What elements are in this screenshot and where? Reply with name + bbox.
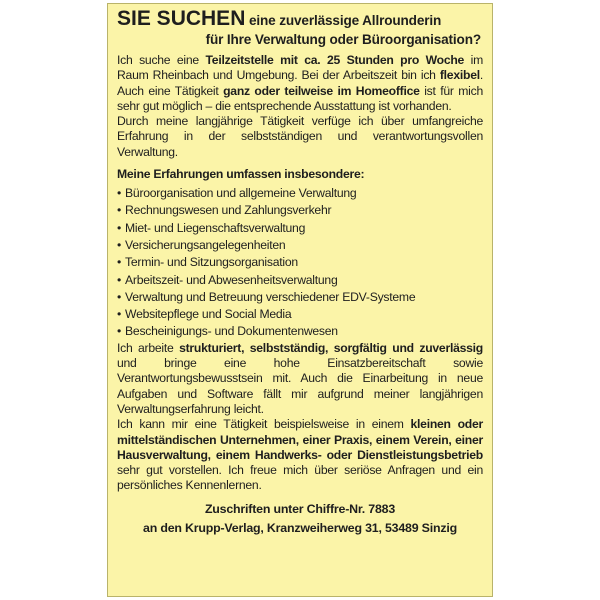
contact-footer — [117, 500, 483, 538]
imagine-bold-1: kleinen oder mittelständischen Unternehmen, einer Praxis, einem Verein, einer Hausverwaltung, einem Handwerks- oder Dienstleistungsbetrieb — [117, 417, 483, 462]
address-line: an den Krupp-Verlag, Kranzweiherweg 31, 53489 Sinzig — [143, 520, 457, 535]
headline-line2: für Ihre Verwaltung oder Büroorganisation? — [205, 32, 481, 47]
list-item: • Miet- und Liegenschaftsverwaltung — [117, 220, 483, 237]
job-ad — [107, 3, 493, 597]
list-item: • Rechnungswesen und Zahlungsverkehr — [117, 202, 483, 219]
headline-big: SIE SUCHEN — [117, 7, 246, 30]
intro-text-2: im Raum Rheinbach und Umgebung. Bei der Arbeitszeit bin ich — [117, 53, 483, 83]
intro-paragraph — [117, 53, 483, 114]
list-title: Meine Erfahrungen umfassen insbesondere: — [117, 167, 365, 182]
work-paragraph — [117, 341, 483, 417]
list-item: • Versicherungsangelegenheiten — [117, 237, 483, 254]
intro-bold-2: flexibel — [439, 68, 480, 83]
chiffre-line: Zuschriften unter Chiffre-Nr. 7883 — [204, 501, 396, 516]
list-item: • Verwaltung und Betreuung verschiedener EDV-Systeme — [117, 289, 483, 306]
imagine-paragraph — [117, 417, 483, 493]
headline-rest: eine zuverlässige Allrounderin — [245, 13, 442, 28]
headline — [117, 9, 483, 49]
list-item: • Bescheinigungs- und Dokumentenwesen — [117, 323, 483, 340]
list-item: • Websitepflege und Social Media — [117, 306, 483, 323]
list-item: • Arbeitszeit- und Abwesenheitsverwaltung — [117, 272, 483, 289]
experience-paragraph: Durch meine langjährige Tätigkeit verfüge ich über umfangreiche Erfahrung in der selbstständigen und verantwortungsvollen Verwaltung. — [117, 114, 483, 159]
work-text-1: Ich arbeite — [117, 340, 180, 355]
work-bold-1: strukturiert, selbstständig, sorgfältig und zuverlässig — [179, 340, 484, 355]
imagine-text-2: sehr gut vorstellen. Ich freue mich über seriöse Anfragen und ein persönliches Kennenlernen. — [117, 463, 483, 493]
intro-bold-3: ganz oder teilweise im Homeoffice — [223, 83, 420, 98]
intro-text-3: . Auch eine Tätigkeit — [117, 68, 483, 98]
list-item: • Büroorganisation und allgemeine Verwaltung — [117, 185, 483, 202]
intro-text-1: Ich suche eine — [117, 53, 206, 67]
intro-text-4: ist für mich sehr gut möglich – die entsprechende Ausstattung ist vorhanden. — [117, 83, 483, 113]
list-item: • Termin- und Sitzungsorganisation — [117, 254, 483, 271]
work-text-2: und bringe eine hohe Einsatzbereitschaft sowie Verantwortungsbewusstsein mit. Auch die Einarbeitung in neue Aufgaben und Software fällt mir aufgrund meiner langjährigen Verwaltungserfahrung leicht. — [117, 356, 483, 416]
experience-list — [117, 185, 483, 341]
intro-bold-1: Teilzeitstelle mit ca. 25 Stunden pro Woche — [205, 53, 465, 67]
imagine-text-1: Ich kann mir eine Tätigkeit beispielsweise in einem — [117, 417, 411, 432]
